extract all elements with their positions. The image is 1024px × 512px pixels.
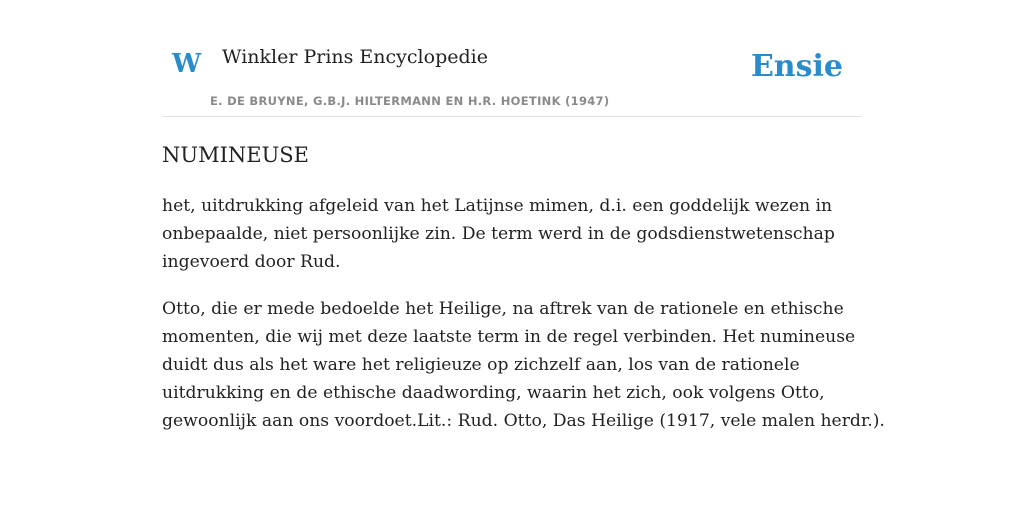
paragraph-line: momenten, die wij met deze laatste term in de regel verbinden. Het numineuse bbox=[162, 327, 856, 347]
header bbox=[162, 0, 862, 117]
entry-title: NUMINEUSE bbox=[162, 143, 309, 167]
paragraph-line: het, uitdrukking afgeleid van het Latijnse mimen, d.i. een goddelijk wezen in bbox=[162, 196, 833, 216]
ensie-logo[interactable]: Ensie bbox=[750, 49, 843, 84]
paragraph-line: Otto, die er mede bedoelde het Heilige, na aftrek van de rationele en ethische bbox=[162, 299, 844, 319]
paragraph-line: uitdrukking en de ethische daadwording, waarin het zich, ook volgens Otto, bbox=[162, 383, 825, 403]
source-title[interactable]: Winkler Prins Encyclopedie bbox=[222, 46, 488, 68]
entry-content bbox=[162, 138, 885, 435]
paragraph-line: gewoonlijk aan ons voordoet.Lit.: Rud. Otto, Das Heilige (1917, vele malen herdr.). bbox=[162, 411, 885, 431]
entry-paragraph-1 bbox=[162, 192, 862, 276]
paragraph-line: ingevoerd door Rud. bbox=[162, 252, 341, 272]
paragraph-line: duidt dus als het ware het religieuze op zichzelf aan, los van de rationele bbox=[162, 355, 800, 375]
paragraph-line: onbepaalde, niet persoonlijke zin. De term werd in de godsdienstwetenschap bbox=[162, 224, 835, 244]
entry-paragraph-2 bbox=[162, 295, 885, 435]
source-logo-icon[interactable]: W bbox=[172, 49, 202, 79]
source-authors: E. DE BRUYNE, G.B.J. HILTERMANN EN H.R. HOETINK (1947) bbox=[210, 94, 610, 108]
